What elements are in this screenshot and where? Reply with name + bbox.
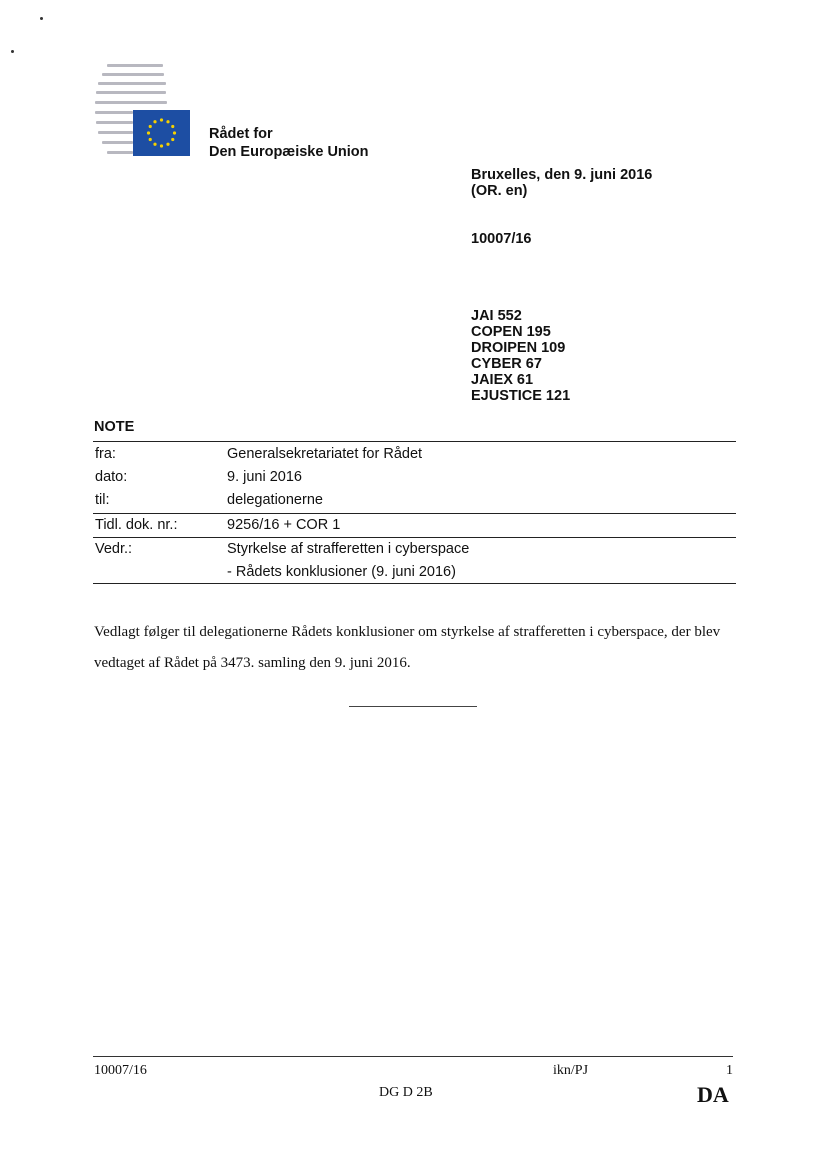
flag-star xyxy=(160,118,163,121)
flag-star xyxy=(173,131,176,134)
footer-initials: ikn/PJ xyxy=(553,1063,589,1078)
classification-code: DROIPEN 109 xyxy=(471,340,566,356)
logo-line xyxy=(95,111,133,114)
footer-directorate: DG D 2B xyxy=(379,1085,433,1100)
classification-code: EJUSTICE 121 xyxy=(471,388,571,404)
note-title: NOTE xyxy=(94,419,135,435)
logo-line xyxy=(95,101,167,104)
footer-page-number: 1 xyxy=(726,1063,733,1078)
body-paragraph: Vedlagt følger til delegationerne Rådets konklusioner om styrkelse af strafferetten i cyberspace, der blev vedtaget af Rådet på 3473. samling den 9. juni 2016. xyxy=(94,624,721,671)
original-language: (OR. en) xyxy=(471,183,528,199)
meta-value-subject-line-2: - Rådets konklusioner (9. juni 2016) xyxy=(227,564,456,580)
institution-name xyxy=(209,125,369,161)
logo-line xyxy=(98,131,133,134)
council-logo xyxy=(93,62,203,162)
meta-value-subject: Styrkelse af strafferetten i cyberspace xyxy=(227,541,470,557)
flag-star xyxy=(166,120,169,123)
footer-rule xyxy=(93,1056,733,1057)
logo-line xyxy=(96,91,166,94)
logo-line xyxy=(102,73,164,76)
table-rule xyxy=(93,583,736,584)
institution-line-2: Den Europæiske Union xyxy=(209,144,369,160)
meta-label-previous-doc: Tidl. dok. nr.: xyxy=(95,517,178,533)
flag-star xyxy=(153,143,156,146)
flag-star xyxy=(149,125,152,128)
logo-line xyxy=(107,64,163,67)
meta-value-to: delegationerne xyxy=(227,492,323,508)
classification-code: CYBER 67 xyxy=(471,356,542,372)
document-number: 10007/16 xyxy=(471,231,532,247)
logo-line xyxy=(96,121,133,124)
scan-speck xyxy=(11,50,14,53)
table-rule xyxy=(93,537,736,538)
footer-language-code: DA xyxy=(697,1082,729,1107)
end-rule xyxy=(349,706,477,707)
flag-star xyxy=(166,143,169,146)
scan-speck xyxy=(40,17,43,20)
table-rule xyxy=(93,513,736,514)
flag-star xyxy=(171,125,174,128)
institution-line-1: Rådet for xyxy=(209,126,273,142)
logo-line xyxy=(102,141,133,144)
meta-label-date: dato: xyxy=(95,469,128,485)
flag-star xyxy=(147,131,150,134)
logo-line xyxy=(107,151,133,154)
classification-code: COPEN 195 xyxy=(471,324,551,340)
meta-label-from: fra: xyxy=(95,446,116,462)
meta-value-from: Generalsekretariatet for Rådet xyxy=(227,446,423,462)
meta-label-subject: Vedr.: xyxy=(95,541,133,557)
logo-line xyxy=(98,82,166,85)
flag-star xyxy=(160,144,163,147)
flag-star xyxy=(149,138,152,141)
meta-value-previous-doc: 9256/16 + COR 1 xyxy=(227,517,341,533)
footer-doc-number: 10007/16 xyxy=(94,1063,147,1078)
classification-code: JAIEX 61 xyxy=(471,372,534,388)
flag-star xyxy=(171,138,174,141)
place-and-date: Bruxelles, den 9. juni 2016 xyxy=(471,167,653,183)
flag-star xyxy=(153,120,156,123)
eu-flag-icon xyxy=(133,110,190,156)
meta-value-date: 9. juni 2016 xyxy=(227,469,302,485)
meta-label-to: til: xyxy=(95,492,110,508)
table-rule xyxy=(93,441,736,442)
classification-code: JAI 552 xyxy=(471,308,522,324)
